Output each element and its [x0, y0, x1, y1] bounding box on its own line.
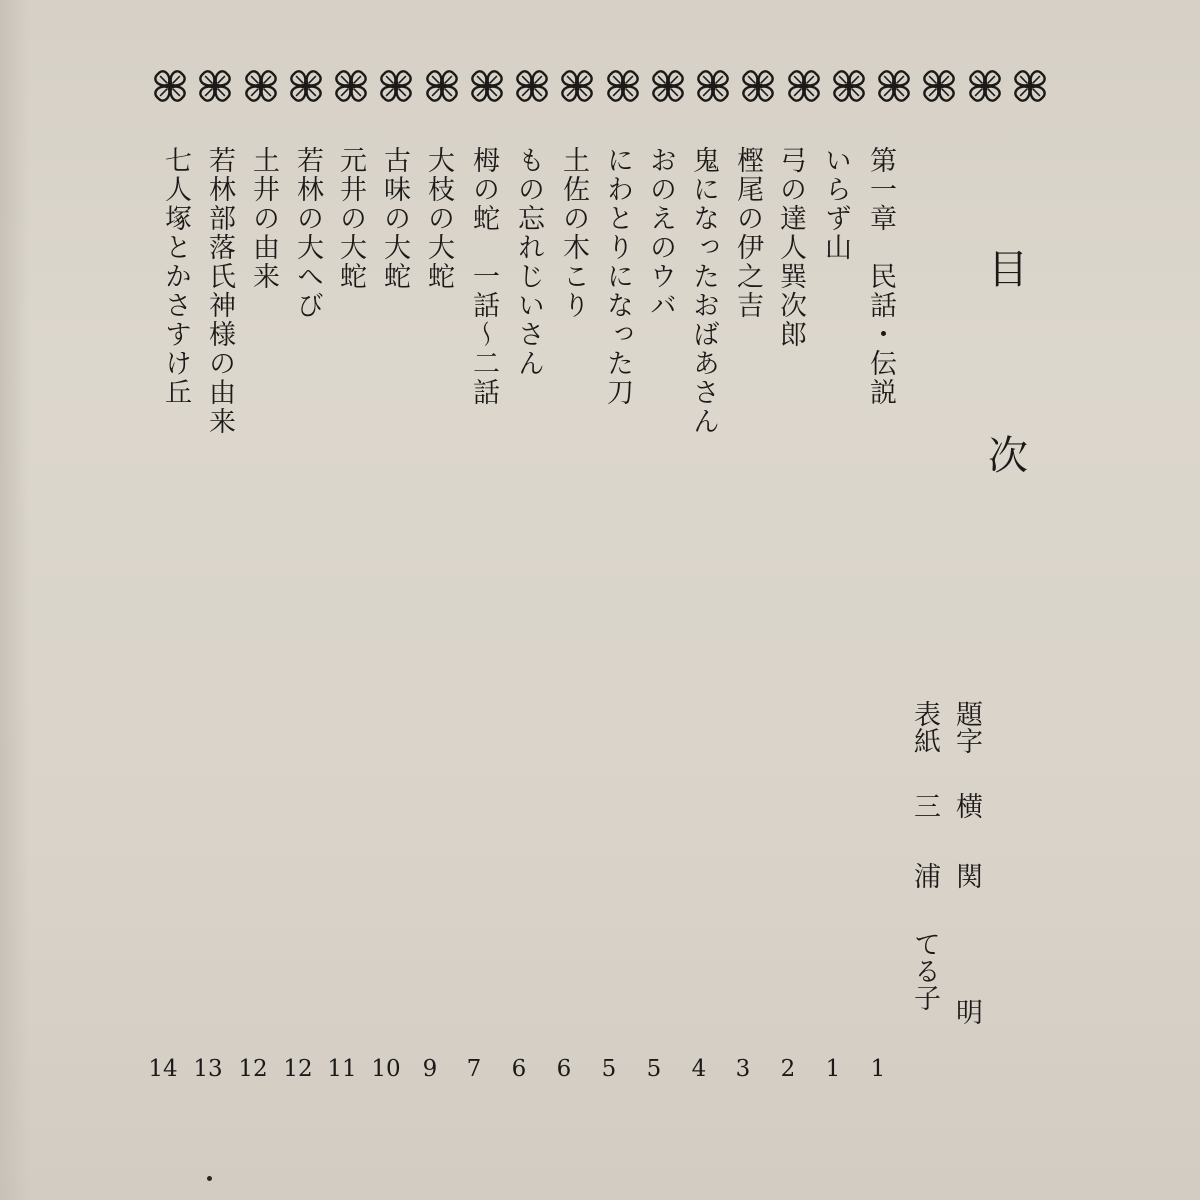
toc-entry: 栂の蛇 一話〜二話 [468, 146, 499, 407]
toc-entry: おのえのウバ [645, 146, 676, 320]
page-number: 1 [825, 1056, 841, 1082]
flower-ornament-icon [1010, 66, 1050, 106]
page-number: 5 [601, 1056, 617, 1082]
page-number: 9 [422, 1056, 438, 1082]
credit-lettering-name: 関 [951, 862, 982, 889]
page-number: 14 [148, 1056, 178, 1082]
toc-entry: 大枝の大蛇 [423, 146, 454, 291]
toc-entry: いらず山 [820, 146, 851, 262]
toc-entry: 土井の由来 [248, 146, 279, 291]
credit-cover-name: 三 [909, 792, 940, 819]
toc-entry: 若林部落氏神様の由来 [204, 146, 235, 436]
flower-ornament-icon [150, 66, 190, 106]
flower-ornament-icon [874, 66, 914, 106]
page-number: 1 [870, 1056, 886, 1082]
flower-ornament-icon [965, 66, 1005, 106]
ornamental-flower-border [150, 64, 1050, 108]
page-number: 12 [283, 1056, 313, 1082]
flower-ornament-icon [512, 66, 552, 106]
page-gutter-shadow [0, 0, 30, 1200]
toc-entry: 古味の大蛇 [379, 146, 410, 291]
page-number: 7 [466, 1056, 482, 1082]
flower-ornament-icon [784, 66, 824, 106]
credit-cover-name: てる子 [909, 930, 940, 1011]
credit-cover-name: 浦 [909, 862, 940, 889]
flower-ornament-icon [195, 66, 235, 106]
page-number: 13 [193, 1056, 223, 1082]
toc-title-char-2: 次 [988, 433, 1028, 479]
toc-entry: 若林の大へび [292, 146, 323, 320]
page-number: 4 [691, 1056, 707, 1082]
toc-entry: もの忘れじいさん [513, 146, 544, 378]
flower-ornament-icon [919, 66, 959, 106]
page-number: 12 [238, 1056, 268, 1082]
chapter-heading: 第一章 民話・伝説 [865, 146, 896, 407]
flower-ornament-icon [422, 66, 462, 106]
page-number: 2 [780, 1056, 796, 1082]
ink-speck [207, 1176, 212, 1181]
flower-ornament-icon [829, 66, 869, 106]
flower-ornament-icon [557, 66, 597, 106]
toc-entry: 土佐の木こり [558, 146, 589, 320]
page-number: 6 [556, 1056, 572, 1082]
page-number: 5 [646, 1056, 662, 1082]
flower-ornament-icon [241, 66, 281, 106]
toc-entry: 弓の達人巽次郎 [775, 146, 806, 349]
credit-lettering-name: 横 [951, 792, 982, 819]
toc-title-char-1: 目 [988, 247, 1028, 293]
page-number: 10 [371, 1056, 401, 1082]
flower-ornament-icon [648, 66, 688, 106]
page-number: 3 [735, 1056, 751, 1082]
flower-ornament-icon [331, 66, 371, 106]
credit-cover-label: 表紙 [909, 700, 940, 754]
toc-entry: にわとりになった刀 [602, 146, 633, 407]
toc-entry: 七人塚とかさすけ丘 [160, 146, 191, 407]
credit-lettering-name: 明 [951, 998, 982, 1025]
flower-ornament-icon [467, 66, 507, 106]
page-number: 11 [327, 1056, 357, 1082]
toc-entry: 元井の大蛇 [335, 146, 366, 291]
toc-entry: 鬼になったおばあさん [688, 146, 719, 436]
flower-ornament-icon [693, 66, 733, 106]
flower-ornament-icon [603, 66, 643, 106]
flower-ornament-icon [738, 66, 778, 106]
flower-ornament-icon [376, 66, 416, 106]
toc-entry: 樫尾の伊之吉 [732, 146, 763, 320]
flower-ornament-icon [286, 66, 326, 106]
credit-lettering-label: 題字 [951, 700, 982, 754]
page-number: 6 [511, 1056, 527, 1082]
